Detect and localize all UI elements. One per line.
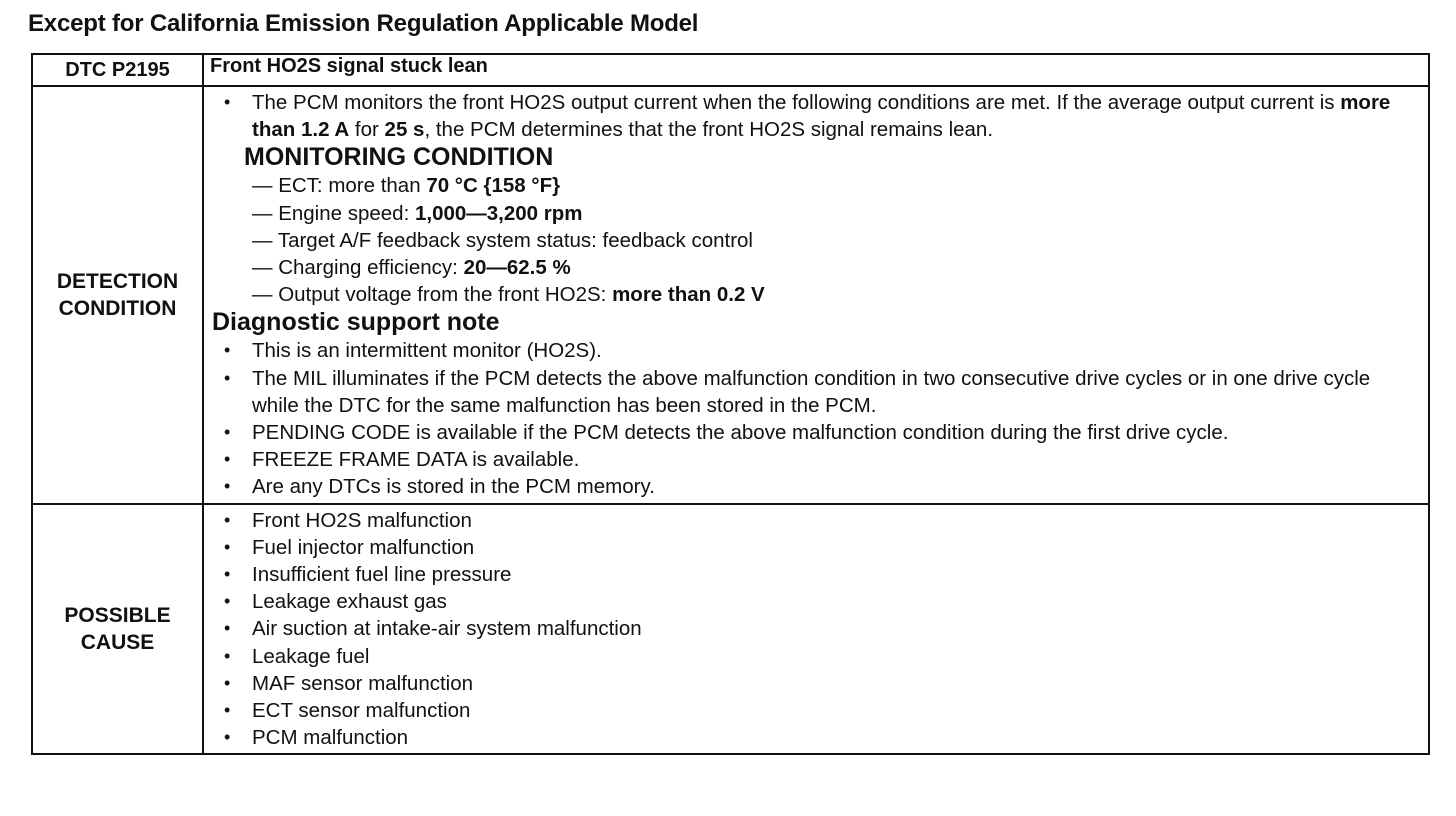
monitoring-condition-item: — Engine speed: 1,000—3,200 rpm: [252, 201, 583, 225]
possible-cause-item: • Front HO2S malfunction: [212, 507, 1418, 534]
detection-condition-row: [32, 86, 1429, 504]
support-note-item: • FREEZE FRAME DATA is available.: [212, 446, 1418, 473]
support-note-item: • The MIL illuminates if the PCM detects the above malfunction condition in two consecutive drive cycles or in one drive cycle while the DTC for the same malfunction has been stored in the PCM.: [212, 365, 1418, 419]
detection-intro: • The PCM monitors the front HO2S output current when the following conditions are met. If the average output current is more than 1.2 A for 25 s, the PCM determines that the front HO2S signal remains lean.: [212, 89, 1418, 143]
monitoring-condition-item: — ECT: more than 70 °C {158 °F}: [252, 174, 561, 198]
detection-label-line2: CONDITION: [58, 296, 177, 320]
possible-cause-item: • Leakage fuel: [212, 643, 1418, 670]
diagnostic-support-heading: Diagnostic support note: [212, 308, 500, 337]
monitoring-condition-heading: MONITORING CONDITION: [244, 143, 554, 172]
possible-cause-item: • ECT sensor malfunction: [212, 697, 1418, 724]
possible-cause-row: [32, 504, 1429, 755]
dtc-title: Front HO2S signal stuck lean: [203, 54, 1429, 86]
possible-cause-list: [212, 507, 1418, 752]
detection-intro-list: [212, 89, 1418, 143]
possible-cause-content: [203, 504, 1429, 755]
monitoring-condition-item: — Charging efficiency: 20—62.5 %: [252, 256, 571, 280]
monitoring-condition-item: — Target A/F feedback system status: feedback control: [252, 228, 753, 252]
support-note-item: • PENDING CODE is available if the PCM detects the above malfunction condition during the first drive cycle.: [212, 419, 1418, 446]
possible-cause-label-line2: CAUSE: [80, 631, 155, 655]
dtc-table: [31, 53, 1430, 755]
page-heading: Except for California Emission Regulation Applicable Model: [28, 10, 699, 37]
dtc-code: DTC P2195: [32, 54, 203, 86]
support-note-item: • Are any DTCs is stored in the PCM memory.: [212, 473, 1418, 500]
dtc-header-row: [32, 54, 1429, 86]
detection-condition-content: [203, 86, 1429, 504]
diagnostic-support-notes: [212, 337, 1418, 500]
possible-cause-item: • PCM malfunction: [212, 724, 1418, 751]
possible-cause-item: • MAF sensor malfunction: [212, 670, 1418, 697]
monitoring-condition-item: — Output voltage from the front HO2S: more than 0.2 V: [252, 283, 765, 307]
possible-cause-item: • Fuel injector malfunction: [212, 534, 1418, 561]
possible-cause-item: • Insufficient fuel line pressure: [212, 561, 1418, 588]
possible-cause-label-line1: POSSIBLE: [64, 604, 171, 628]
possible-cause-label: [32, 504, 203, 755]
detection-condition-label: [32, 86, 203, 504]
possible-cause-item: • Leakage exhaust gas: [212, 588, 1418, 615]
monitoring-conditions: [212, 172, 1418, 308]
support-note-item: • This is an intermittent monitor (HO2S).: [212, 337, 1418, 364]
possible-cause-item: • Air suction at intake-air system malfunction: [212, 615, 1418, 642]
detection-label-line1: DETECTION: [56, 269, 179, 293]
